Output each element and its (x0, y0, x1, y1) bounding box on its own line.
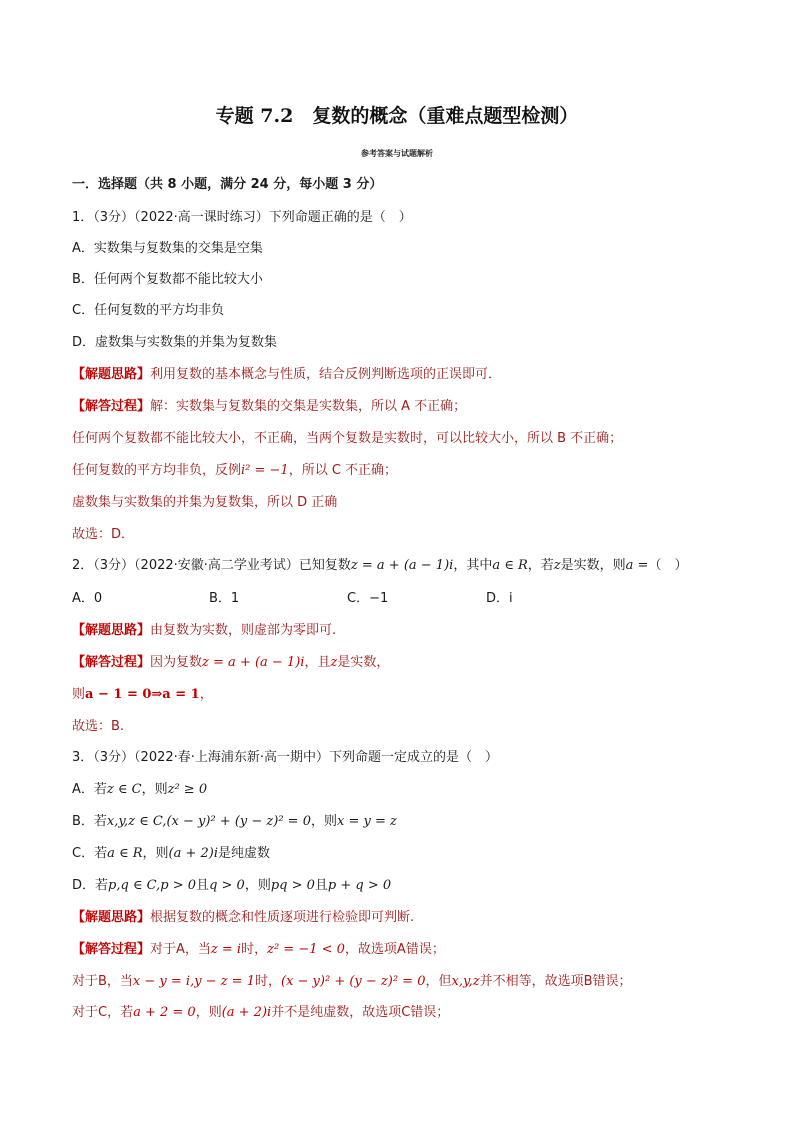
math-expression: x,y,z (451, 974, 480, 989)
math-expression: (a + 2)i (168, 846, 219, 861)
math-expression: a = (625, 558, 649, 573)
option-text: 且 (314, 878, 328, 893)
process-text: 对于B，当 (72, 974, 133, 989)
option-text: A．若 (72, 782, 107, 797)
q2-process-1 (72, 654, 389, 672)
math-expression: q > 0 (209, 878, 245, 893)
q2-option-c: C．−1 (347, 591, 389, 606)
math-expression: p + q > 0 (327, 878, 392, 893)
q1-idea (72, 366, 501, 384)
idea-tag: 【解题思路】 (72, 367, 151, 382)
option-text: ，则 (141, 782, 168, 797)
math-expression: p,q ∈ C,p > 0 (108, 878, 197, 893)
stem-text: 是实数，则 (560, 558, 626, 573)
stem-text: 2．（3分）（2022·安徽·高二学业考试）已知复数 (72, 558, 351, 573)
q2-option-d: D．i (486, 591, 513, 606)
option-text: ，则 (244, 878, 271, 893)
math-expression: z = i (210, 942, 242, 957)
process-text: 并不相等，故选项B错误； (479, 974, 632, 989)
math-expression: a ∈ R (492, 558, 528, 573)
process-text: ，所以 C 不正确； (288, 463, 398, 478)
q1-option-a: A．实数集与复数集的交集是空集 (72, 241, 263, 256)
q3-process-1 (72, 941, 445, 959)
option-text: ，则 (142, 846, 169, 861)
math-expression: pq > 0 (270, 878, 315, 893)
math-expression: z (330, 655, 338, 670)
process-tag: 【解答过程】 (72, 942, 151, 957)
q2-idea (72, 622, 336, 640)
idea-tag: 【解题思路】 (72, 623, 151, 638)
math-expression: z ∈ C (106, 782, 142, 797)
option-text: D．若 (72, 878, 109, 893)
math-expression: a − 1 = 0⇒a = 1 (85, 687, 200, 702)
q1-option-d: D．虚数集与实数集的并集为复数集 (72, 335, 278, 350)
q3-option-c (72, 845, 270, 863)
math-expression: z² = −1 < 0 (267, 942, 345, 957)
q3-option-d (72, 877, 391, 895)
q3-process-3 (72, 1004, 449, 1022)
q3-stem: 3．（3分）（2022·春·上海浦东新·高一期中）下列命题一定成立的是（ ） (72, 750, 499, 765)
process-text: 任何复数的平方均非负，反例 (72, 463, 242, 478)
process-text: 时， (254, 974, 281, 989)
process-text: 对于A，当 (150, 942, 211, 957)
idea-text: 利用复数的基本概念与性质，结合反例判断选项的正误即可． (150, 367, 502, 382)
process-text: 对于C，若 (72, 1005, 134, 1020)
q3-idea (72, 909, 414, 927)
process-text: ，且 (304, 655, 331, 670)
q2-process-2 (72, 686, 213, 704)
option-text: C．若 (72, 846, 108, 861)
process-text: 因为复数 (150, 655, 203, 670)
process-text: 是实数， (337, 655, 390, 670)
q1-process-1 (72, 398, 466, 416)
q1-stem: 1．（3分）（2022·高一课时练习）下列命题正确的是（ ） (72, 210, 412, 225)
q3-option-a (72, 781, 207, 799)
section-heading: 一．选择题（共 8 小题，满分 24 分，每小题 3 分） (72, 177, 383, 192)
math-expression: a ∈ R (107, 846, 143, 861)
q3-option-b (72, 813, 397, 831)
option-text: 且 (196, 878, 210, 893)
process-text: ，但 (425, 974, 452, 989)
q1-process-2: 任何两个复数都不能比较大小，不正确，当两个复数是实数时，可以比较大小，所以 B 不正确； (72, 431, 623, 446)
process-text: 并不是纯虚数，故选项C错误； (271, 1005, 450, 1020)
process-tag: 【解答过程】 (72, 655, 151, 670)
math-expression: x − y = i,y − z = 1 (132, 974, 255, 989)
math-expression: z = a + (a − 1)i (350, 558, 454, 573)
q1-option-b: B．任何两个复数都不能比较大小 (72, 272, 263, 287)
process-text: ， (199, 687, 213, 702)
stem-text: ，其中 (453, 558, 493, 573)
math-expression: (a + 2)i (221, 1005, 272, 1020)
idea-text: 根据复数的概念和性质逐项进行检验即可判断. (150, 910, 415, 925)
math-expression: a + 2 = 0 (133, 1005, 196, 1020)
idea-text: 由复数为实数，则虚部为零即可. (150, 623, 337, 638)
q3-process-2 (72, 973, 632, 991)
q2-stem (72, 557, 687, 575)
page-subtitle: 参考答案与试题解析 (361, 149, 433, 158)
process-tag: 【解答过程】 (72, 399, 151, 414)
option-text: ，则 (310, 814, 337, 829)
option-text: B．若 (72, 814, 107, 829)
q2-option-b: B．1 (209, 591, 240, 606)
q1-answer: 故选：D． (72, 527, 135, 542)
q1-process-3 (72, 462, 397, 480)
math-expression: (x − y)² + (y − z)² = 0 (281, 974, 426, 989)
option-text: 是纯虚数 (218, 846, 271, 861)
process-text: ，故选项A错误； (344, 942, 445, 957)
idea-tag: 【解题思路】 (72, 910, 151, 925)
math-expression: x = y = z (336, 814, 397, 829)
q2-option-a: A．0 (72, 591, 103, 606)
math-expression: z (553, 558, 561, 573)
process-text: 时， (241, 942, 268, 957)
q1-process-4: 虚数集与实数集的并集为复数集，所以 D 正确 (72, 495, 338, 510)
process-text: 则 (72, 687, 86, 702)
stem-text: ，若 (527, 558, 554, 573)
q1-option-c: C．任何复数的平方均非负 (72, 303, 225, 318)
process-text: 解：实数集与复数集的交集是实数集，所以 A 不正确； (150, 399, 467, 414)
math-expression: z = a + (a − 1)i (202, 655, 305, 670)
stem-text: （ ） (648, 558, 688, 573)
math-expression: z² ≥ 0 (167, 782, 208, 797)
process-text: ，则 (195, 1005, 222, 1020)
math-expression: i² = −1 (241, 463, 289, 478)
math-expression: x,y,z ∈ C,(x − y)² + (y − z)² = 0 (106, 814, 311, 829)
page-title: 专题 7.2 复数的概念（重难点题型检测） (215, 105, 579, 127)
q2-answer: 故选：B. (72, 719, 125, 734)
